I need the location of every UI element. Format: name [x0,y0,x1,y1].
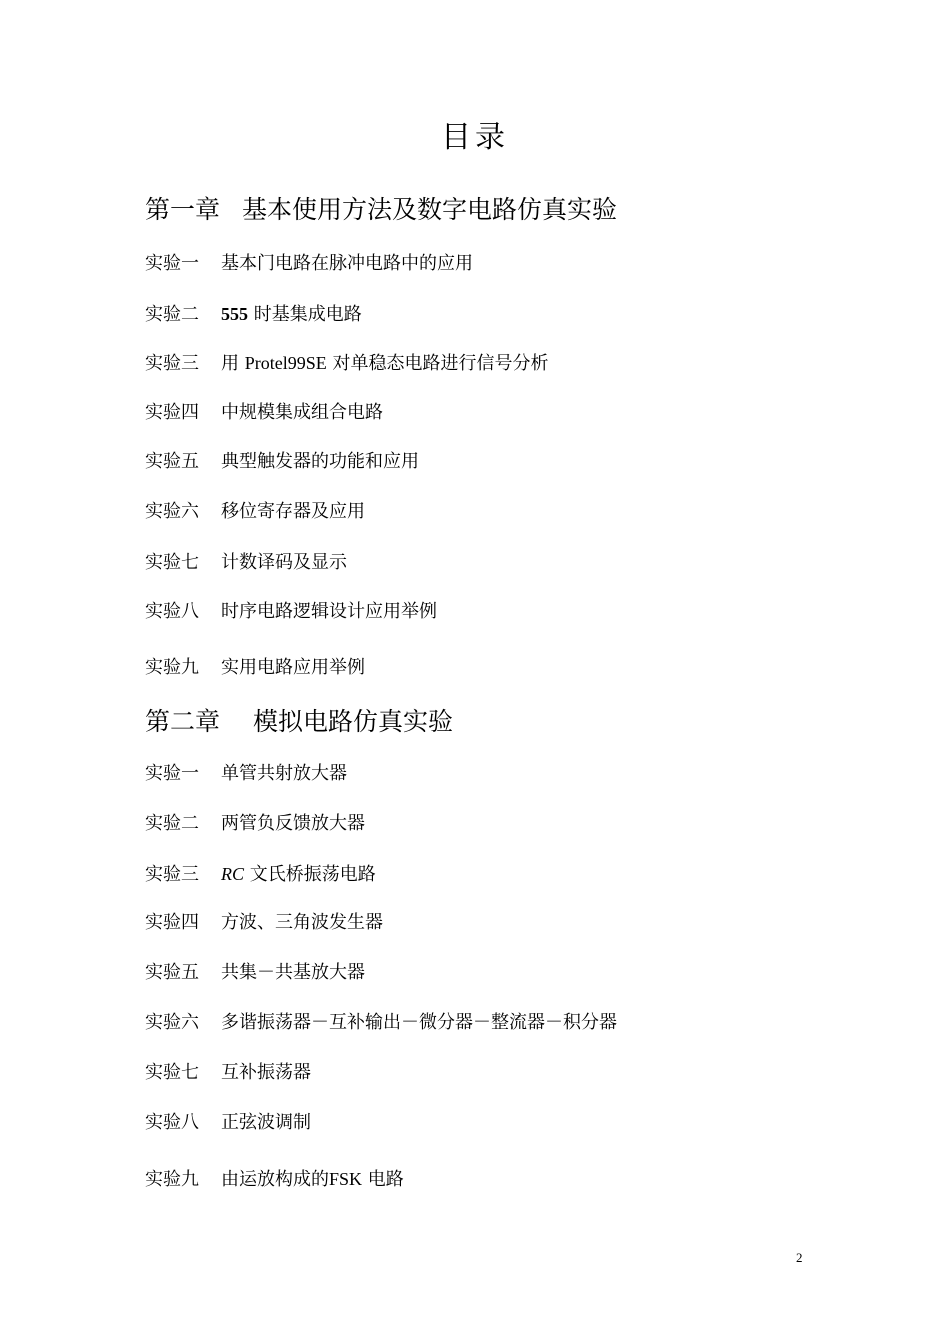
toc-entry[interactable] [145,655,365,681]
experiment-title: 移位寄存器及应用 [221,501,365,522]
experiment-title [221,1166,404,1193]
experiment-title: 方波、三角波发生器 [221,912,383,933]
experiment-number: 实验六 [145,501,199,522]
experiment-title: 中规模集成组合电路 [221,402,383,423]
experiment-title [221,350,548,377]
experiment-number: 实验三 [145,353,199,374]
toc-entry[interactable] [145,1010,617,1036]
chapter-label: 第二章 [145,707,221,736]
experiment-title-rest: 时基集成电路 [253,304,362,325]
toc-entry[interactable] [145,449,419,475]
experiment-title-latin: 555 [221,304,248,324]
toc-entry[interactable] [145,350,548,376]
experiment-title-rest: 电路 [367,1169,404,1190]
toc-entry[interactable] [145,861,376,887]
toc-entry[interactable] [145,960,365,986]
experiment-title: 计数译码及显示 [221,552,347,573]
experiment-title-rest: 对单稳态电路进行信号分析 [332,353,549,374]
chapter-heading-2[interactable] [145,702,453,738]
toc-entry[interactable] [145,1060,311,1086]
experiment-title: 共集－共基放大器 [221,962,365,983]
experiment-number: 实验四 [145,912,199,933]
experiment-number: 实验三 [145,864,199,885]
experiment-number: 实验二 [145,304,199,325]
page-title: 目录 [441,120,509,155]
toc-entry[interactable] [145,301,362,327]
experiment-title: 实用电路应用举例 [221,657,365,678]
experiment-title-rest: 文氏桥振荡电路 [249,864,376,885]
experiment-title-pre: 由运放构成的 [221,1169,329,1190]
experiment-number: 实验一 [145,763,199,784]
experiment-title-latin: RC [221,864,245,884]
chapter-name: 模拟电路仿真实验 [252,707,453,736]
experiment-number: 实验五 [145,451,199,472]
toc-entry[interactable] [145,499,365,525]
experiment-title [221,301,362,328]
toc-entry[interactable] [145,1110,311,1136]
experiment-number: 实验七 [145,1062,199,1083]
experiment-title: 两管负反馈放大器 [221,813,365,834]
experiment-number: 实验九 [145,657,199,678]
experiment-number: 实验五 [145,962,199,983]
experiment-number: 实验一 [145,253,199,274]
experiment-title-latin: FSK [329,1169,363,1189]
page-number: 2 [796,1250,803,1265]
experiment-title: 多谐振荡器－互补输出－微分器－整流器－积分器 [221,1012,617,1033]
chapter-heading-1[interactable] [145,190,617,226]
toc-entry[interactable] [145,550,347,576]
toc-entry[interactable] [145,599,437,625]
experiment-number: 实验八 [145,601,199,622]
toc-entry[interactable] [145,910,383,936]
experiment-title: 时序电路逻辑设计应用举例 [221,601,437,622]
experiment-number: 实验六 [145,1012,199,1033]
experiment-number: 实验四 [145,402,199,423]
chapter-label: 第一章 [145,195,221,224]
experiment-number: 实验八 [145,1112,199,1133]
experiment-title-latin: Protel99SE [244,353,327,373]
experiment-title: 典型触发器的功能和应用 [221,451,419,472]
experiment-title-pre: 用 [221,353,239,374]
experiment-title: 单管共射放大器 [221,763,347,784]
experiment-number: 实验七 [145,552,199,573]
toc-entry[interactable] [145,400,383,426]
toc-entry[interactable] [145,811,365,837]
experiment-number: 实验二 [145,813,199,834]
toc-entry[interactable] [145,1166,404,1192]
experiment-title: 基本门电路在脉冲电路中的应用 [221,253,473,274]
experiment-title [221,861,376,888]
experiment-title: 正弦波调制 [221,1112,311,1133]
experiment-title: 互补振荡器 [221,1062,311,1083]
toc-entry[interactable] [145,761,347,787]
chapter-name: 基本使用方法及数字电路仿真实验 [241,195,617,224]
experiment-number: 实验九 [145,1169,199,1190]
toc-entry[interactable] [145,251,473,277]
